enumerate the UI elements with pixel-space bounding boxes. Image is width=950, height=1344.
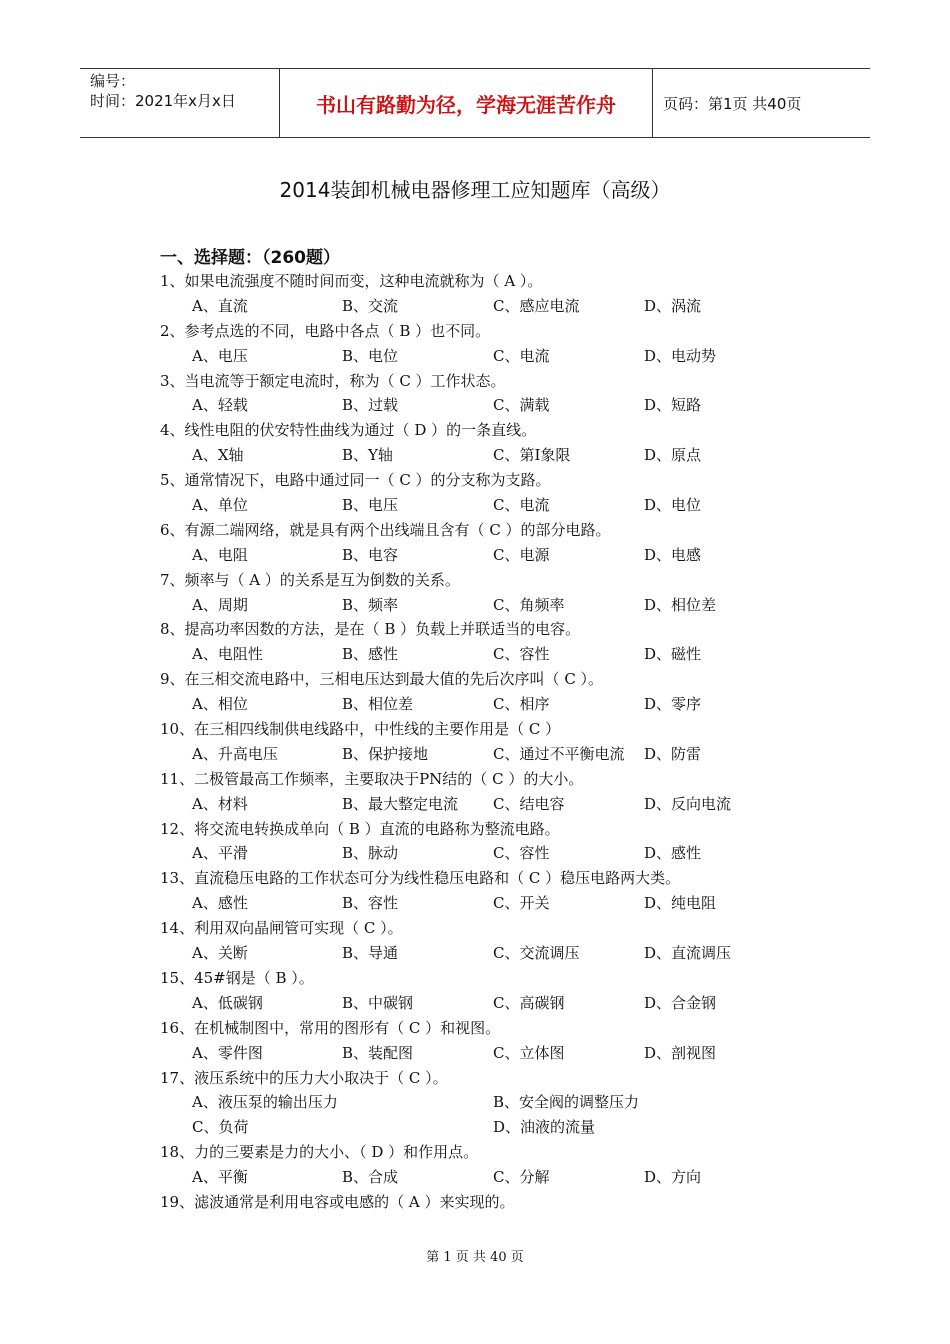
option-row [160, 742, 780, 767]
answer-option: D、直流调压 [644, 944, 732, 963]
option-row [160, 294, 780, 319]
answer-option: C、角频率 [493, 595, 565, 614]
answer-option: C、开关 [493, 894, 550, 913]
answer-option: D、磁性 [644, 645, 702, 664]
option-row [160, 1115, 780, 1140]
answer-option: A、电压 [192, 346, 248, 365]
option-row [160, 642, 780, 667]
question-text: 4、线性电阻的伏安特性曲线为通过（ D ）的一条直线。 [160, 421, 537, 440]
answer-option: C、相序 [493, 695, 550, 714]
answer-option: C、立体图 [493, 1043, 565, 1062]
option-row [160, 692, 780, 717]
question-text: 5、通常情况下，电路中通过同一（ C ）的分支称为支路。 [160, 471, 551, 490]
answer-option: C、交流调压 [493, 944, 580, 963]
answer-option: A、平滑 [192, 844, 248, 863]
answer-option: B、导通 [342, 944, 399, 963]
question-text: 18、力的三要素是力的大小、（ D ）和作用点。 [160, 1143, 479, 1162]
answer-option: D、反向电流 [644, 794, 732, 813]
answer-option: B、中碳钢 [342, 993, 414, 1012]
question-text: 3、当电流等于额定电流时，称为（ C ）工作状态。 [160, 371, 506, 390]
option-row [160, 493, 780, 518]
answer-option: B、感性 [342, 645, 399, 664]
answer-option: A、电阻 [192, 545, 248, 564]
answer-option: B、电容 [342, 545, 399, 564]
answer-option: A、周期 [192, 595, 248, 614]
answer-option: B、合成 [342, 1168, 399, 1187]
answer-option: B、频率 [342, 595, 399, 614]
header-motto: 书山有路勤为径，学海无涯苦作舟 [280, 69, 653, 137]
option-row [160, 941, 780, 966]
question-text: 9、在三相交流电路中，三相电压达到最大值的先后次序叫（ C ）。 [160, 670, 604, 689]
option-row [160, 841, 780, 866]
answer-option: C、结电容 [493, 794, 565, 813]
option-row [160, 443, 780, 468]
option-row [160, 543, 780, 568]
question-text: 10、在三相四线制供电线路中，中性线的主要作用是（ C ） [160, 720, 561, 739]
answer-option: D、涡流 [644, 296, 702, 315]
answer-option: A、关断 [192, 944, 248, 963]
section-heading: 一、选择题：（260题） [160, 248, 340, 268]
question-text: 11、二极管最高工作频率，主要取决于PN结的（ C ）的大小。 [160, 769, 584, 788]
answer-option: D、短路 [644, 396, 702, 415]
answer-option: D、剖视图 [644, 1043, 717, 1062]
answer-option: C、容性 [493, 844, 550, 863]
question-text: 16、在机械制图中，常用的图形有（ C ）和视图。 [160, 1018, 501, 1037]
answer-option: B、交流 [342, 296, 399, 315]
answer-option: D、油液的流量 [493, 1118, 596, 1137]
answer-option: C、容性 [493, 645, 550, 664]
answer-option: A、低碳钢 [192, 993, 263, 1012]
question-text: 6、有源二端网络，就是具有两个出线端且含有（ C ）的部分电路。 [160, 520, 611, 539]
answer-option: D、感性 [644, 844, 702, 863]
answer-option: C、电流 [493, 346, 550, 365]
answer-option: A、平衡 [192, 1168, 248, 1187]
option-row [160, 991, 780, 1016]
answer-option: A、直流 [192, 296, 248, 315]
answer-option: B、电位 [342, 346, 399, 365]
answer-option: B、安全阀的调整压力 [493, 1093, 640, 1112]
question-text: 14、利用双向晶闸管可实现（ C ）。 [160, 919, 403, 938]
answer-option: A、轻载 [192, 396, 248, 415]
answer-option: A、X轴 [192, 446, 244, 465]
question-text: 15、45#钢是（ B ）。 [160, 968, 314, 987]
answer-option: B、容性 [342, 894, 399, 913]
answer-option: B、过载 [342, 396, 399, 415]
answer-option: B、脉动 [342, 844, 399, 863]
question-text: 17、液压系统中的压力大小取决于（ C ）。 [160, 1068, 448, 1087]
option-row [160, 344, 780, 369]
question-text: 19、滤波通常是利用电容或电感的（ A ）来实现的。 [160, 1192, 515, 1211]
answer-option: A、材料 [192, 794, 248, 813]
answer-option: B、最大整定电流 [342, 794, 459, 813]
option-row [160, 1041, 780, 1066]
question-text: 1、如果电流强度不随时间而变，这种电流就称为（ A ）。 [160, 272, 543, 290]
date-line: 时间：2021年x月x日 [90, 92, 236, 110]
answer-option: C、电源 [493, 545, 550, 564]
answer-option: D、合金钢 [644, 993, 717, 1012]
question-text: 13、直流稳压电路的工作状态可分为线性稳压电路和（ C ）稳压电路两大类。 [160, 869, 681, 888]
question-text: 12、将交流电转换成单向（ B ）直流的电路称为整流电路。 [160, 819, 560, 838]
header-meta [80, 69, 280, 137]
answer-option: D、原点 [644, 446, 702, 465]
answer-option: C、分解 [493, 1168, 550, 1187]
answer-option: D、电感 [644, 545, 702, 564]
answer-option: D、相位差 [644, 595, 717, 614]
answer-option: D、零序 [644, 695, 702, 714]
question-text: 8、提高功率因数的方法，是在（ B ）负载上并联适当的电容。 [160, 620, 581, 639]
answer-option: A、电阻性 [192, 645, 263, 664]
answer-option: D、纯电阻 [644, 894, 717, 913]
answer-option: A、感性 [192, 894, 248, 913]
number-label: 编号： [90, 72, 136, 90]
answer-option: B、保护接地 [342, 744, 429, 763]
answer-option: B、装配图 [342, 1043, 414, 1062]
document-title: 2014装卸机械电器修理工应知题库（高级） [279, 178, 671, 202]
header-page-info: 页码：第1页 共40页 [663, 94, 802, 113]
question-text: 2、参考点选的不同，电路中各点（ B ）也不同。 [160, 321, 491, 340]
answer-option: C、满载 [493, 396, 550, 415]
answer-option: A、零件图 [192, 1043, 263, 1062]
answer-option: A、相位 [192, 695, 248, 714]
page-footer: 第 1 页 共 40 页 [426, 1250, 524, 1265]
option-row [160, 1090, 780, 1115]
answer-option: C、感应电流 [493, 296, 580, 315]
question-text: 7、频率与（ A ）的关系是互为倒数的关系。 [160, 570, 460, 589]
answer-option: C、电流 [493, 496, 550, 515]
page-header [80, 68, 870, 138]
option-row [160, 593, 780, 618]
answer-option: A、单位 [192, 496, 248, 515]
option-row [160, 393, 780, 418]
answer-option: B、电压 [342, 496, 399, 515]
answer-option: D、方向 [644, 1168, 702, 1187]
answer-option: D、电位 [644, 496, 702, 515]
answer-option: D、电动势 [644, 346, 717, 365]
answer-option: C、第Ⅰ象限 [493, 446, 571, 465]
answer-option: A、升高电压 [192, 744, 278, 763]
answer-option: B、相位差 [342, 695, 414, 714]
option-row [160, 792, 780, 817]
answer-option: B、Y轴 [342, 446, 393, 465]
answer-option: C、通过不平衡电流 [493, 744, 625, 763]
question-list [160, 269, 780, 1215]
answer-option: C、高碳钢 [493, 993, 565, 1012]
answer-option: A、液压泵的输出压力 [192, 1093, 338, 1112]
answer-option: C、负荷 [192, 1118, 249, 1137]
answer-option: D、防雷 [644, 744, 702, 763]
option-row [160, 1165, 780, 1190]
option-row [160, 891, 780, 916]
